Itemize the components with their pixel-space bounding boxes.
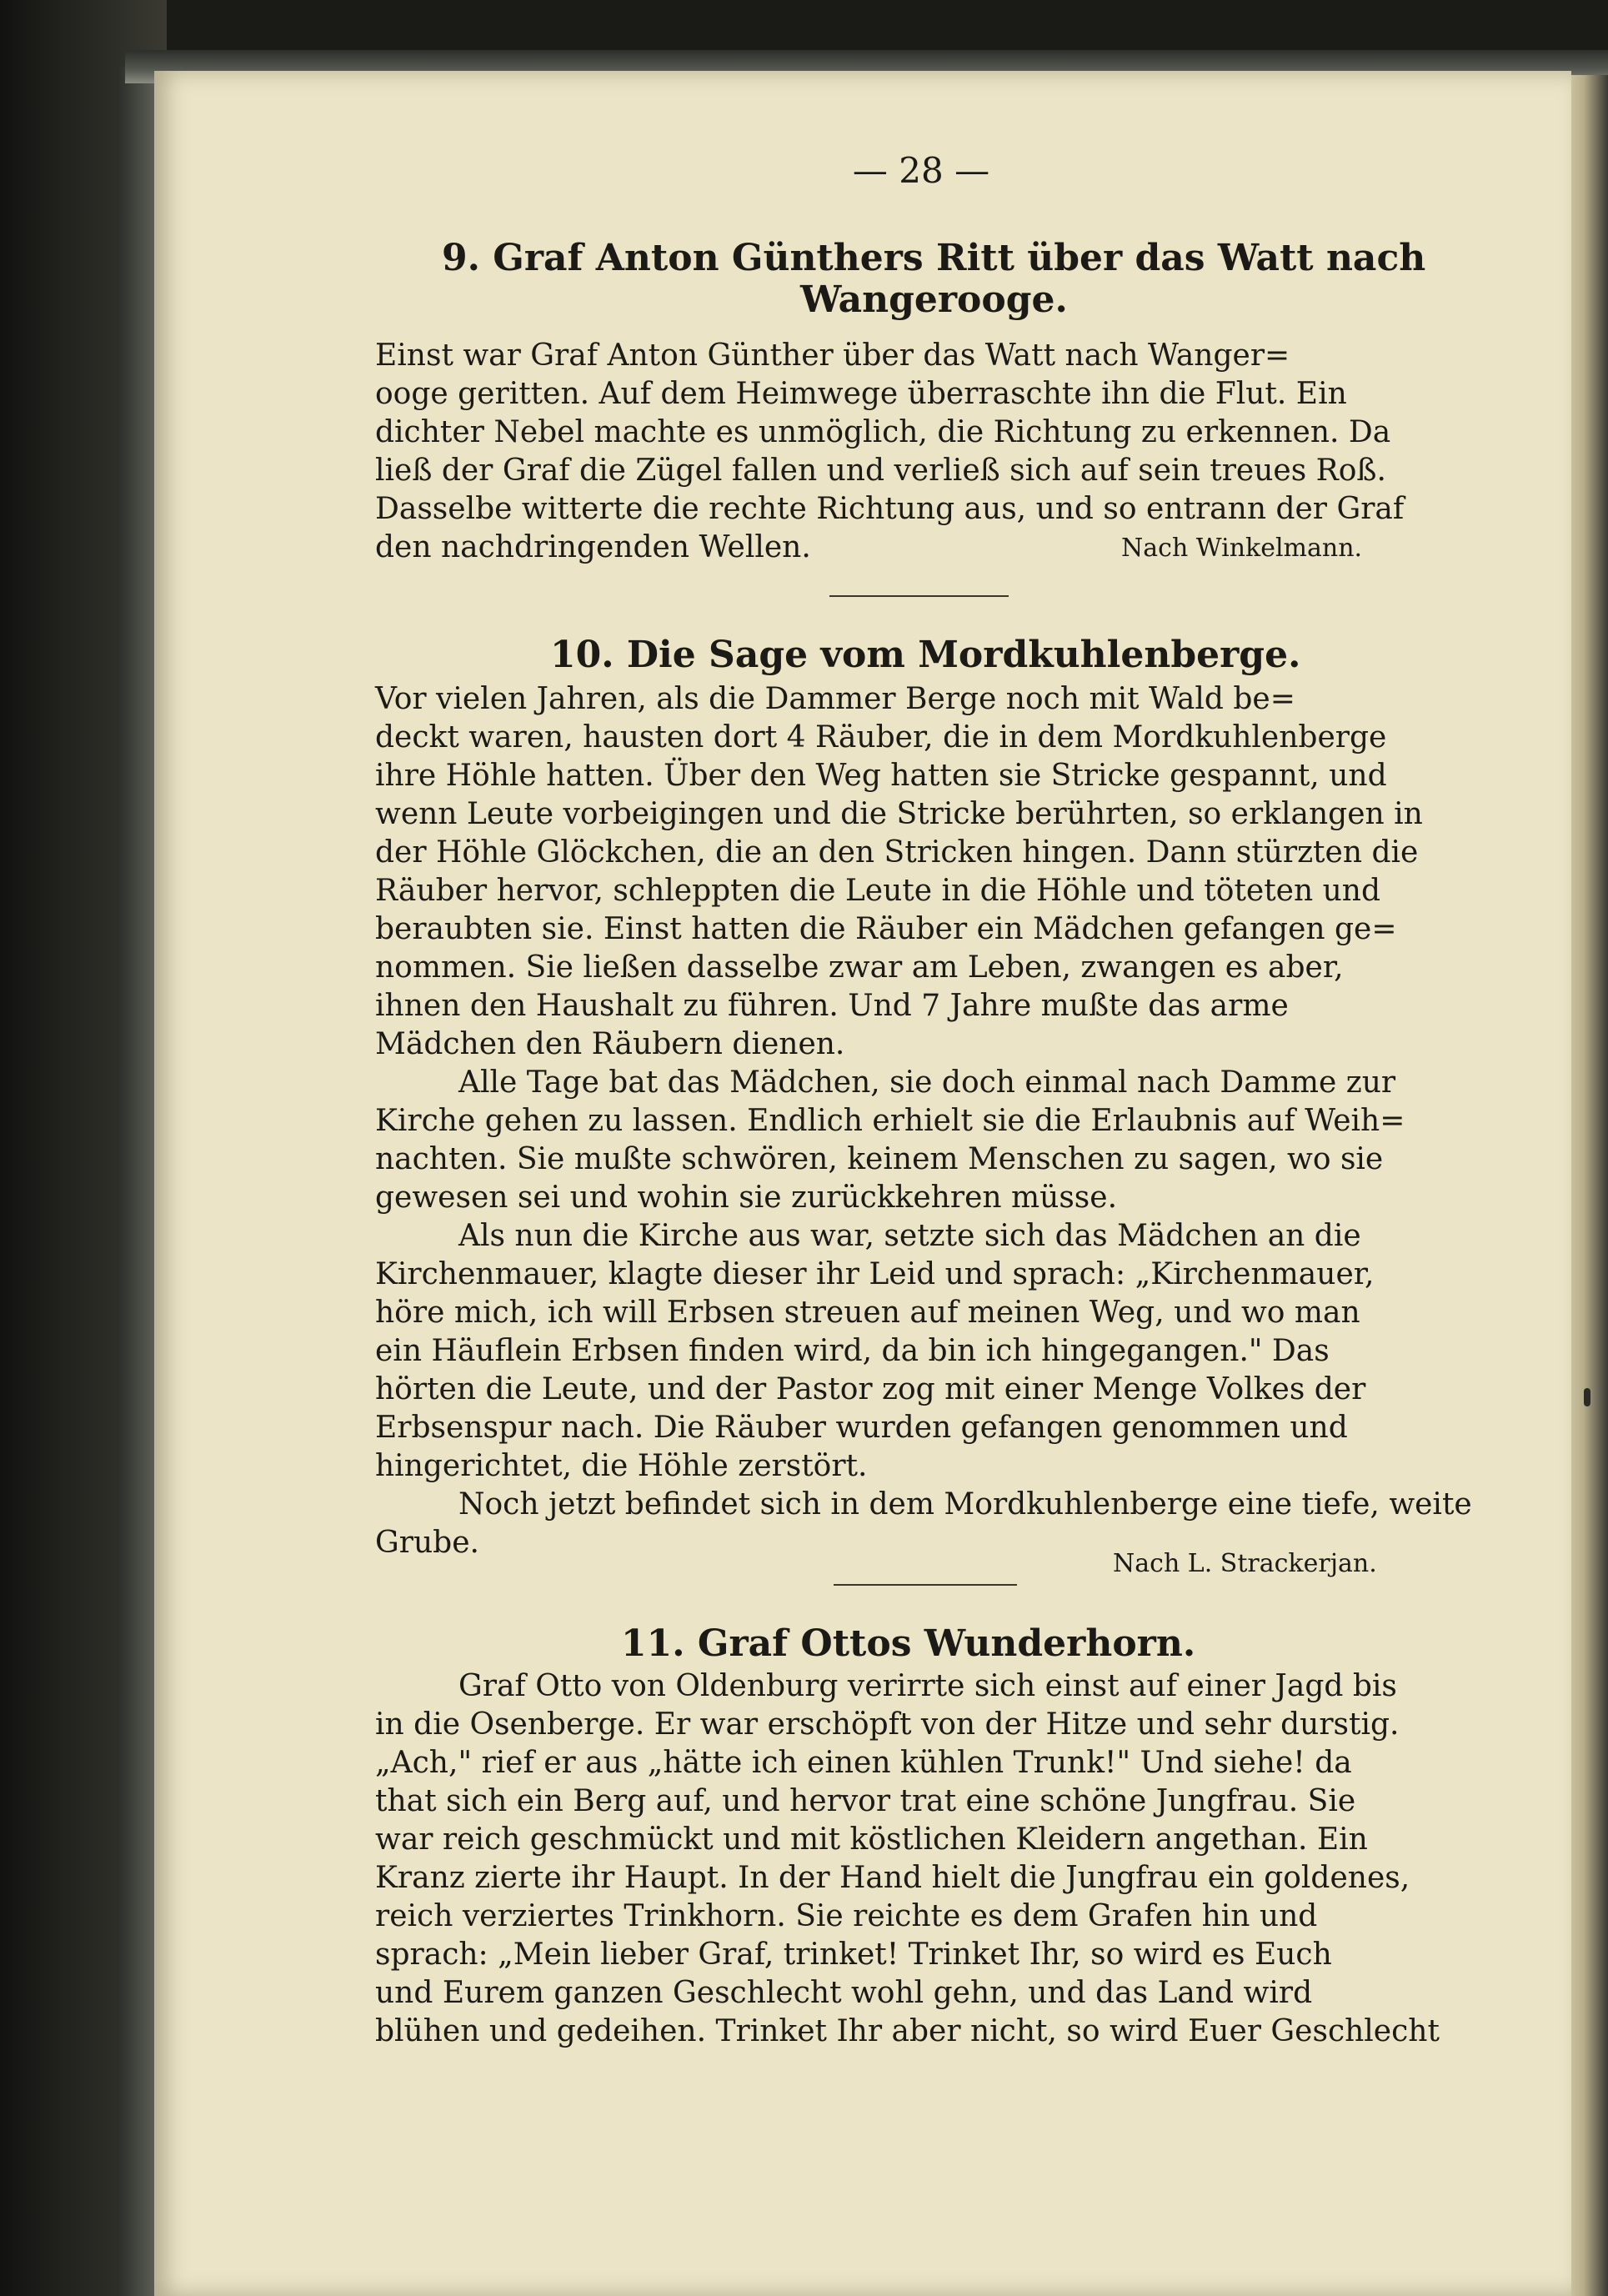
section-10-line: ihnen den Haushalt zu führen. Und 7 Jahre mußte das arme	[375, 989, 1289, 1023]
section-10-line: Kirche gehen zu lassen. Endlich erhielt sie die Erlaubnis auf Weih=	[375, 1104, 1405, 1138]
section-10-line: hörten die Leute, und der Pastor zog mit einer Menge Volkes der	[375, 1372, 1366, 1406]
section-10-line: Mädchen den Räubern dienen.	[375, 1027, 845, 1061]
section-10-line: Als nun die Kirche aus war, setzte sich das Mädchen an die	[458, 1219, 1361, 1253]
section-9-line: dichter Nebel machte es unmöglich, die Richtung zu erkennen. Da	[375, 415, 1391, 449]
section-9-title-line-1: 9. Graf Anton Günthers Ritt über das Watt nach	[442, 237, 1426, 279]
section-10-line: Vor vielen Jahren, als die Dammer Berge noch mit Wald be=	[375, 682, 1295, 716]
section-10-line: hingerichtet, die Höhle zerstört.	[375, 1449, 868, 1483]
section-10-line: beraubten sie. Einst hatten die Räuber ein Mädchen gefangen ge=	[375, 912, 1397, 946]
page-gutter	[1567, 75, 1608, 2296]
section-10-line: nachten. Sie mußte schwören, keinem Menschen zu sagen, wo sie	[375, 1142, 1384, 1176]
ink-blot	[1584, 1388, 1590, 1406]
section-10-line: der Höhle Glöckchen, die an den Stricken hingen. Dann stürzten die	[375, 835, 1419, 870]
section-9-title-line-2: Wangerooge.	[800, 278, 1068, 321]
section-10-line: Grube.	[375, 1526, 479, 1560]
section-11-line: blühen und gedeihen. Trinket Ihr aber nicht, so wird Euer Geschlecht	[375, 2014, 1440, 2048]
section-10-title: 10. Die Sage vom Mordkuhlenberge.	[550, 634, 1301, 676]
section-9-line: Einst war Graf Anton Günther über das Watt nach Wanger=	[375, 338, 1290, 373]
section-11-line: und Eurem ganzen Geschlecht wohl gehn, und das Land wird	[375, 1976, 1313, 2010]
section-9-line: den nachdringenden Wellen.	[375, 530, 811, 564]
section-10-line: ein Häuflein Erbsen finden wird, da bin ich hingegangen." Das	[375, 1334, 1330, 1368]
section-divider	[834, 1584, 1017, 1586]
section-11-title: 11. Graf Ottos Wunderhorn.	[621, 1622, 1196, 1665]
section-11-line: Kranz zierte ihr Haupt. In der Hand hielt die Jungfrau ein goldenes,	[375, 1861, 1410, 1895]
section-9-attribution: Nach Winkelmann.	[1121, 534, 1363, 563]
section-10-line: deckt waren, hausten dort 4 Räuber, die in dem Mordkuhlenberge	[375, 720, 1387, 754]
section-10-attribution: Nach L. Strackerjan.	[1113, 1549, 1377, 1578]
section-11-line: Graf Otto von Oldenburg verirrte sich einst auf einer Jagd bis	[458, 1669, 1397, 1703]
section-9-line: Dasselbe witterte die rechte Richtung aus, und so entrann der Graf	[375, 492, 1405, 526]
section-10-line: ihre Höhle hatten. Über den Weg hatten sie Stricke gespannt, und	[375, 759, 1387, 793]
section-11-line: that sich ein Berg auf, und hervor trat eine schöne Jungfrau. Sie	[375, 1784, 1356, 1818]
section-10-line: wenn Leute vorbeigingen und die Stricke berührten, so erklangen in	[375, 797, 1423, 831]
section-10-line: gewesen sei und wohin sie zurückkehren müsse.	[375, 1181, 1118, 1215]
section-10-line: Erbsenspur nach. Die Räuber wurden gefangen genommen und	[375, 1411, 1348, 1445]
section-10-line: höre mich, ich will Erbsen streuen auf meinen Weg, und wo man	[375, 1296, 1360, 1330]
section-11-line: in die Osenberge. Er war erschöpft von der Hitze und sehr durstig.	[375, 1707, 1400, 1742]
section-11-line: sprach: „Mein lieber Graf, trinket! Trinket Ihr, so wird es Euch	[375, 1938, 1332, 1972]
section-9-line: ooge geritten. Auf dem Heimwege überraschte ihn die Flut. Ein	[375, 377, 1347, 411]
page-number: — 28 —	[852, 150, 990, 191]
section-10-line: Kirchenmauer, klagte dieser ihr Leid und sprach: „Kirchenmauer,	[375, 1257, 1375, 1291]
section-11-line: war reich geschmückt und mit köstlichen Kleidern angethan. Ein	[375, 1822, 1368, 1857]
section-10-line: nommen. Sie ließen dasselbe zwar am Leben, zwangen es aber,	[375, 950, 1344, 985]
section-10-line: Räuber hervor, schleppten die Leute in die Höhle und töteten und	[375, 874, 1381, 908]
section-11-line: „Ach," rief er aus „hätte ich einen kühlen Trunk!" Und siehe! da	[375, 1746, 1352, 1780]
section-10-line: Noch jetzt befindet sich in dem Mordkuhlenberge eine tiefe, weite	[458, 1487, 1472, 1521]
section-divider	[829, 595, 1009, 597]
section-10-line: Alle Tage bat das Mädchen, sie doch einmal nach Damme zur	[458, 1065, 1396, 1100]
section-11-line: reich verziertes Trinkhorn. Sie reichte es dem Grafen hin und	[375, 1899, 1318, 1933]
section-9-line: ließ der Graf die Zügel fallen und verließ sich auf sein treues Roß.	[375, 454, 1386, 488]
